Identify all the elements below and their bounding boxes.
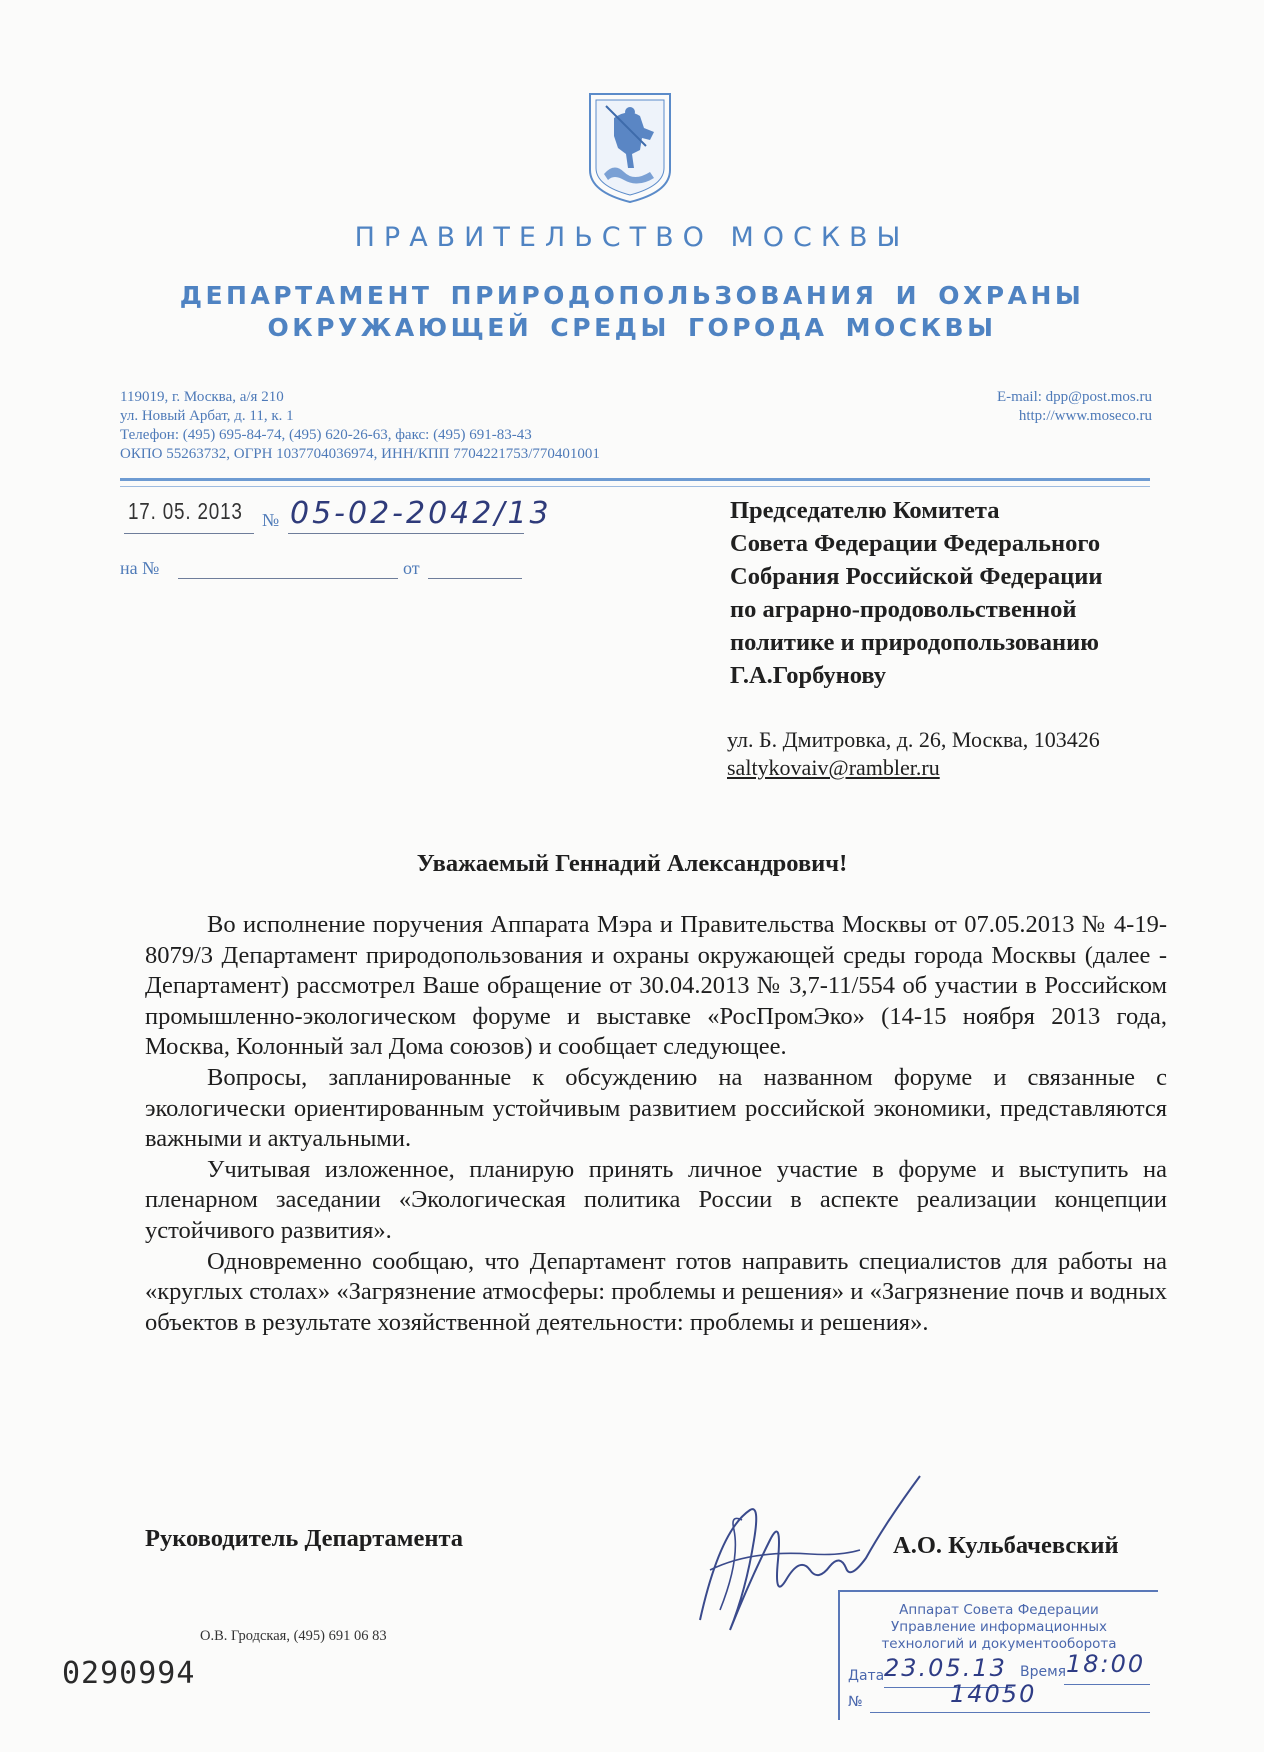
signatory-name: А.О. Кульбачевский <box>893 1532 1119 1559</box>
registration-number: 0290994 <box>62 1656 196 1691</box>
contact-address: 119019, г. Москва, а/я 210 <box>120 389 284 405</box>
contact-registry-codes: ОКПО 55263732, ОГРН 1037704036974, ИНН/КПП 7704221753/770401001 <box>120 446 600 462</box>
signatory-role: Руководитель Департамента <box>145 1525 464 1552</box>
stamp-line: технологий и документооборота <box>881 1636 1117 1652</box>
contact-website: http://www.moseco.ru <box>1018 408 1152 424</box>
department-name-line1: ДЕПАРТАМЕНТ ПРИРОДОПОЛЬЗОВАНИЯ И ОХРАНЫ <box>179 281 1085 310</box>
contacts-left <box>120 388 600 464</box>
department-name-line2: ОКРУЖАЮЩЕЙ СРЕДЫ ГОРОДА МОСКВЫ <box>267 313 997 342</box>
addressee-line: политике и природопользованию <box>730 629 1099 656</box>
government-title: ПРАВИТЕЛЬСТВО МОСКВЫ <box>354 222 910 253</box>
header-divider-thin <box>120 486 1150 487</box>
contact-street: ул. Новый Арбат, д. 11, к. 1 <box>120 408 294 424</box>
stamp-time-underline <box>1064 1684 1150 1685</box>
outgoing-number-label: № <box>262 510 280 530</box>
addressee-address-block <box>727 726 1100 782</box>
stamp-date-label: Дата <box>848 1668 885 1684</box>
reference-from-underline <box>428 578 522 579</box>
contact-phone: Телефон: (495) 695-84-74, (495) 620-26-63, факс: (495) 691-83-43 <box>120 427 532 443</box>
body-paragraph: Учитывая изложенное, планирую принять личное участие в форуме и выступить на пленарном заседании «Экологическая политика России в аспекте реализации концепции устойчивого развития». <box>145 1155 1167 1244</box>
outgoing-number: 05-02-2042/13 <box>290 496 552 531</box>
outgoing-date: 17. 05. 2013 <box>128 498 243 524</box>
salutation: Уважаемый Геннадий Александрович! <box>416 850 848 877</box>
addressee-line: Председателю Комитета <box>730 497 1000 524</box>
stamp-time-label: Время <box>1020 1664 1067 1680</box>
stamp-number-underline <box>870 1712 1150 1713</box>
reference-number-label: на № <box>120 558 160 578</box>
addressee-line: Совета Федерации Федерального <box>730 530 1101 557</box>
stamp-line: Аппарат Совета Федерации <box>899 1602 1099 1618</box>
addressee-address: ул. Б. Дмитровка, д. 26, Москва, 103426 <box>727 727 1100 752</box>
outgoing-number-underline <box>288 533 524 534</box>
stamp-line: Управление информационных <box>891 1619 1107 1635</box>
body-paragraph: Вопросы, запланированные к обсуждению на названном форуме и связанные с экологически ориентированным устойчивым развитием российской экономики, представляются важными и актуальными. <box>145 1063 1167 1153</box>
stamp-number: 14050 <box>950 1680 1037 1708</box>
reference-from-label: от <box>403 558 420 578</box>
body-paragraph: Одновременно сообщаю, что Департамент готов направить специалистов для работы на «круглых столах» «Загрязнение атмосферы: проблемы и решения» и «Загрязнение почв и водных объектов в результате хозяйственной деятельности: проблемы и решения». <box>145 1247 1167 1336</box>
executor-contact: О.В. Гродская, (495) 691 06 83 <box>200 1628 387 1644</box>
addressee-block <box>730 494 1170 692</box>
outgoing-date-underline <box>124 533 254 534</box>
stamp-date: 23.05.13 <box>884 1654 1007 1682</box>
incoming-stamp <box>838 1590 1158 1720</box>
stamp-number-label: № <box>848 1694 863 1710</box>
moscow-coat-of-arms-icon <box>584 88 676 206</box>
letter-body <box>145 910 1167 1338</box>
addressee-email-link[interactable]: saltykovaiv@rambler.ru <box>727 755 940 780</box>
header-divider <box>120 478 1150 481</box>
addressee-name: Г.А.Горбунову <box>730 662 887 689</box>
stamp-time: 18:00 <box>1066 1650 1146 1678</box>
reference-number-underline <box>178 578 398 579</box>
addressee-line: Собрания Российской Федерации <box>730 563 1103 590</box>
addressee-line: по аграрно-продовольственной <box>730 596 1077 623</box>
contact-email: E-mail: dpp@post.mos.ru <box>996 389 1152 405</box>
contacts-right <box>997 388 1152 426</box>
body-paragraph: Во исполнение поручения Аппарата Мэра и Правительства Москвы от 07.05.2013 № 4-19-8079/3 Департамент природопользования и охраны окружающей среды города Москвы (далее - Департамент) рассмотрел Ваше обращение от 30.04.2013 № 3,7-11/554 об участии в Российском промышленно-экологическом форуме и выставке «РосПромЭко» (14-15 ноября 2013 года, Москва, Колонный зал Дома союзов) и сообщает следующее. <box>145 911 1167 1061</box>
